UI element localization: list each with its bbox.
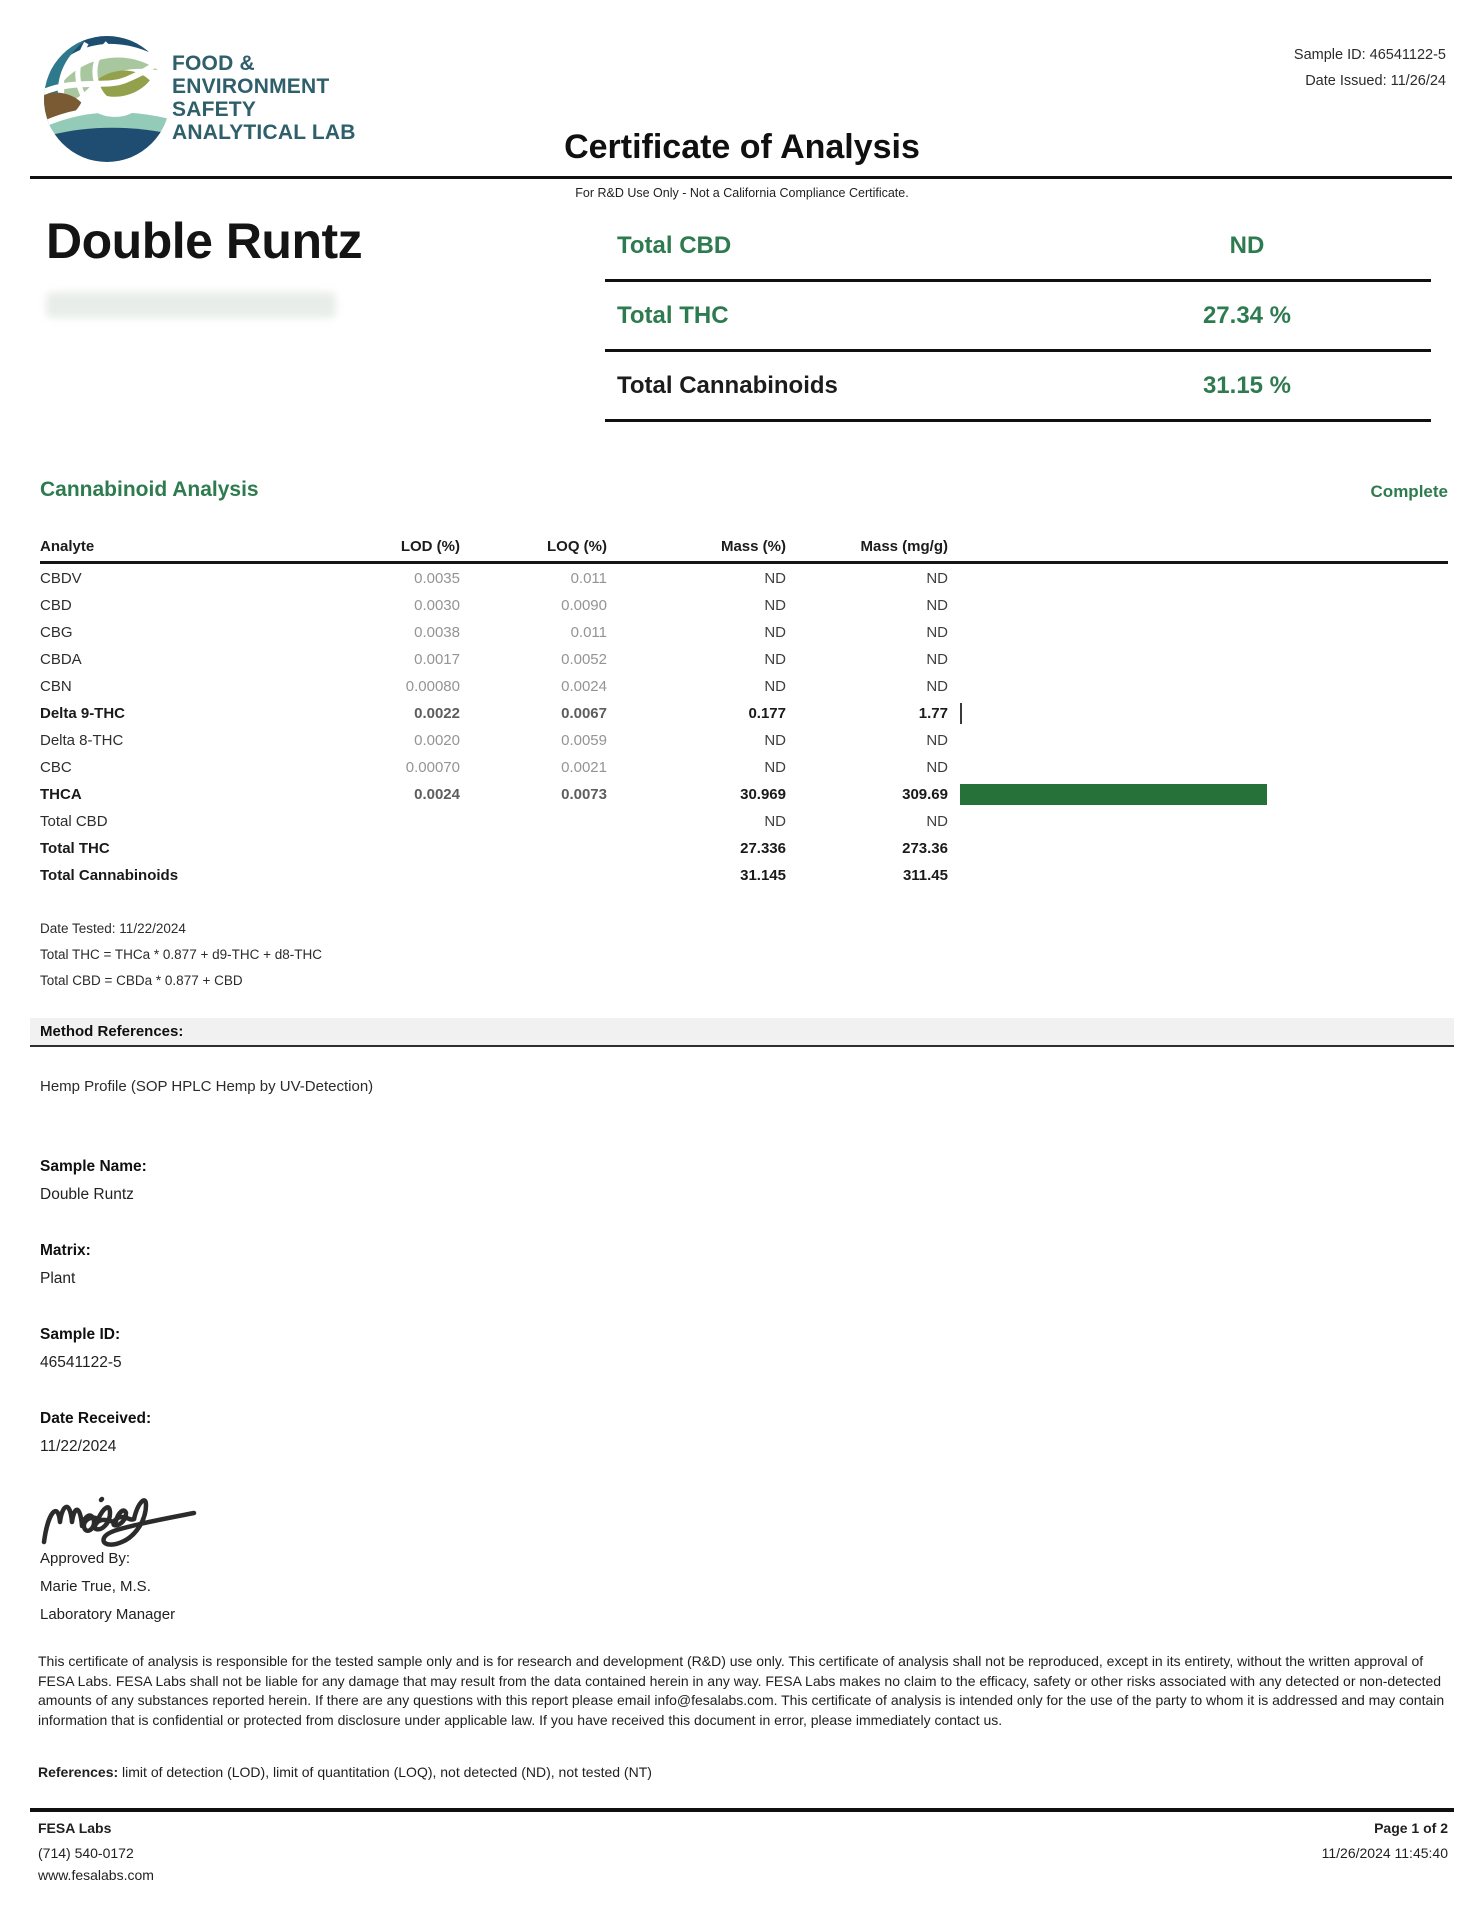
disclaimer-text: This certificate of analysis is responsible for the tested sample only and is for research and development (R&D) use only. This certificate of analysis shall not be reproduced, except in its entirety, without the written approval of FESA Labs. FESA Labs shall not be liable for any damage that may result from the data contained herein in any way. FESA Labs makes no claim to the efficacy, safety or other risks associated with any detected or non-detected amounts of any substances reported herein. If there are any questions with this report please email info@fesalabs.com. This certificate of analysis is intended only for the use of the party to whom it is addressed and may contain information that is confidential or protected from disclosure under applicable law. If you have received this document in error, please immediately contact us. bbox=[38, 1653, 1445, 1728]
mass-bar-cell bbox=[948, 781, 1448, 808]
analyte-name: Total CBD bbox=[40, 813, 108, 830]
mass-pct-value: 0.177 bbox=[748, 705, 786, 722]
sample-info-block bbox=[40, 1326, 122, 1372]
date-issued-header: Date Issued: 11/26/24 bbox=[1305, 73, 1446, 89]
lab-name-line: ENVIRONMENT bbox=[172, 75, 330, 98]
mass-pct-value: ND bbox=[764, 624, 786, 641]
table-row bbox=[40, 592, 1448, 619]
analysis-note: Total CBD = CBDa * 0.877 + CBD bbox=[40, 973, 243, 988]
sample-info-value: 46541122-5 bbox=[40, 1354, 122, 1371]
mass-mgg-value: ND bbox=[926, 678, 948, 695]
footer-divider bbox=[30, 1808, 1454, 1812]
mass-bar-cell bbox=[948, 862, 1448, 889]
mass-mgg-value: 311.45 bbox=[902, 867, 948, 884]
page-title: Certificate of Analysis bbox=[564, 128, 920, 166]
sample-info-value: Double Runtz bbox=[40, 1186, 134, 1203]
loq-value: 0.0024 bbox=[561, 678, 607, 695]
cannabinoid-table bbox=[40, 534, 1448, 889]
mass-mgg-value: ND bbox=[926, 732, 948, 749]
header-divider bbox=[30, 176, 1452, 179]
mass-bar bbox=[960, 703, 962, 724]
table-row bbox=[40, 835, 1448, 862]
mass-bar-cell bbox=[948, 592, 1448, 619]
mass-pct-value: 31.145 bbox=[740, 867, 786, 884]
table-row bbox=[40, 862, 1448, 889]
summary-row bbox=[605, 352, 1431, 422]
column-header: LOD (%) bbox=[400, 537, 460, 555]
analyte-name: Total THC bbox=[40, 840, 110, 857]
sample-id-header: Sample ID: 46541122-5 bbox=[1293, 47, 1446, 63]
loq-value: 0.0021 bbox=[561, 759, 607, 776]
mass-mgg-value: 273.36 bbox=[902, 840, 948, 857]
analysis-notes bbox=[40, 916, 322, 994]
footer-right bbox=[1322, 1820, 1448, 1861]
column-header: Mass (%) bbox=[720, 537, 786, 555]
mass-bar-cell bbox=[948, 727, 1448, 754]
lod-value: 0.0024 bbox=[414, 786, 460, 803]
summary-value: 27.34 % bbox=[1202, 301, 1292, 329]
sample-info-value: Plant bbox=[40, 1270, 76, 1287]
analyte-name: Total Cannabinoids bbox=[40, 867, 179, 884]
analyte-name: CBG bbox=[40, 624, 73, 641]
mass-mgg-value: ND bbox=[926, 759, 948, 776]
mass-pct-value: ND bbox=[764, 732, 786, 749]
summary-label: Total CBD bbox=[617, 231, 732, 259]
loq-value: 0.0052 bbox=[561, 651, 607, 668]
lab-name-line: ANALYTICAL LAB bbox=[172, 121, 356, 144]
sample-info-block bbox=[40, 1410, 151, 1456]
loq-value: 0.0073 bbox=[561, 786, 607, 803]
mass-bar-cell bbox=[948, 808, 1448, 835]
lab-name-line: FOOD & bbox=[172, 52, 255, 75]
footer-timestamp: 11/26/2024 11:45:40 bbox=[1321, 1845, 1448, 1861]
footer-phone: (714) 540-0172 bbox=[38, 1845, 134, 1861]
section-status-badge: Complete bbox=[1370, 482, 1448, 501]
page-subtitle: For R&D Use Only - Not a California Compliance Certificate. bbox=[575, 186, 909, 200]
analyte-name: CBDA bbox=[40, 651, 82, 668]
mass-bar-cell bbox=[948, 619, 1448, 646]
summary-value: ND bbox=[1229, 231, 1265, 259]
table-header-divider bbox=[40, 561, 1448, 564]
sample-info-label: Sample Name: bbox=[40, 1158, 147, 1175]
mass-pct-value: 30.969 bbox=[740, 786, 786, 803]
approver-title: Laboratory Manager bbox=[40, 1606, 176, 1623]
analyte-name: CBN bbox=[40, 678, 72, 695]
table-row bbox=[40, 781, 1448, 808]
lab-name-line: SAFETY bbox=[172, 98, 257, 121]
analysis-note: Date Tested: 11/22/2024 bbox=[40, 921, 186, 936]
sample-info-value: 11/22/2024 bbox=[40, 1438, 117, 1455]
summary-row bbox=[605, 282, 1431, 352]
lod-value: 0.0017 bbox=[414, 651, 460, 668]
sample-info-label: Date Received: bbox=[40, 1410, 152, 1427]
section-title-cannabinoid-analysis: Cannabinoid Analysis bbox=[40, 478, 259, 501]
table-row bbox=[40, 673, 1448, 700]
analyte-name: CBC bbox=[40, 759, 72, 776]
mass-mgg-value: ND bbox=[926, 813, 948, 830]
references-label: References: bbox=[38, 1764, 119, 1780]
column-header: Analyte bbox=[40, 537, 95, 555]
totals-summary bbox=[605, 212, 1431, 422]
sample-info-label: Sample ID: bbox=[40, 1326, 121, 1343]
mass-pct-value: ND bbox=[764, 597, 786, 614]
header-meta bbox=[1294, 42, 1446, 94]
table-header-row bbox=[40, 534, 1448, 558]
method-reference-value: Hemp Profile (SOP HPLC Hemp by UV-Detection) bbox=[40, 1078, 374, 1095]
analyte-name: THCA bbox=[40, 786, 82, 803]
references-text: limit of detection (LOD), limit of quantitation (LOQ), not detected (ND), not tested (NT) bbox=[118, 1764, 652, 1780]
mass-pct-value: ND bbox=[764, 759, 786, 776]
footer-left bbox=[38, 1820, 154, 1889]
loq-value: 0.011 bbox=[570, 624, 607, 641]
lod-value: 0.0038 bbox=[414, 624, 460, 641]
lod-value: 0.0020 bbox=[414, 732, 460, 749]
mass-bar-cell bbox=[948, 754, 1448, 781]
lod-value: 0.0035 bbox=[414, 570, 460, 587]
column-header: LOQ (%) bbox=[547, 537, 607, 555]
lod-value: 0.0030 bbox=[414, 597, 460, 614]
method-references-band bbox=[30, 1018, 1454, 1047]
mass-mgg-value: ND bbox=[926, 570, 948, 587]
loq-value: 0.0059 bbox=[561, 732, 607, 749]
approved-by-label: Approved By: bbox=[40, 1550, 131, 1567]
mass-pct-value: ND bbox=[764, 570, 786, 587]
footer-website: www.fesalabs.com bbox=[38, 1867, 154, 1883]
sample-info-block bbox=[40, 1242, 91, 1288]
footer-page-number: Page 1 of 2 bbox=[1374, 1820, 1448, 1836]
mass-mgg-value: 309.69 bbox=[902, 786, 948, 803]
table-row bbox=[40, 754, 1448, 781]
mass-pct-value: ND bbox=[764, 813, 786, 830]
summary-label: Total Cannabinoids bbox=[617, 371, 838, 399]
sample-info-block bbox=[40, 1158, 147, 1204]
footer-company: FESA Labs bbox=[38, 1820, 112, 1836]
table-row bbox=[40, 700, 1448, 727]
lod-value: 0.00080 bbox=[405, 678, 460, 695]
loq-value: 0.0090 bbox=[561, 597, 607, 614]
mass-mgg-value: ND bbox=[926, 624, 948, 641]
table-row bbox=[40, 619, 1448, 646]
redacted-text bbox=[46, 292, 336, 318]
summary-value: 31.15 % bbox=[1202, 371, 1292, 399]
mass-mgg-value: ND bbox=[926, 651, 948, 668]
loq-value: 0.0067 bbox=[561, 705, 607, 722]
method-references-heading: Method References: bbox=[40, 1023, 184, 1040]
loq-value: 0.011 bbox=[570, 570, 607, 587]
mass-bar-cell bbox=[948, 835, 1448, 862]
table-row bbox=[40, 565, 1448, 592]
lod-value: 0.00070 bbox=[405, 759, 460, 776]
analyte-name: Delta 8-THC bbox=[40, 732, 124, 749]
references-line bbox=[38, 1764, 1450, 1780]
mass-bar bbox=[960, 784, 1267, 805]
analyte-name: Delta 9-THC bbox=[40, 705, 126, 722]
table-body bbox=[40, 565, 1448, 889]
table-row bbox=[40, 646, 1448, 673]
column-header: Mass (mg/g) bbox=[860, 537, 948, 555]
mass-mgg-value: ND bbox=[926, 597, 948, 614]
mass-pct-value: 27.336 bbox=[740, 840, 786, 857]
product-name: Double Runtz bbox=[46, 213, 363, 269]
mass-bar-cell bbox=[948, 673, 1448, 700]
analyte-name: CBDV bbox=[40, 570, 82, 587]
mass-pct-value: ND bbox=[764, 678, 786, 695]
mass-pct-value: ND bbox=[764, 651, 786, 668]
mass-bar-cell bbox=[948, 565, 1448, 592]
mass-bar-cell bbox=[948, 646, 1448, 673]
sample-info-label: Matrix: bbox=[40, 1242, 91, 1259]
approver-name: Marie True, M.S. bbox=[40, 1578, 151, 1595]
analyte-name: CBD bbox=[40, 597, 72, 614]
summary-label: Total THC bbox=[617, 301, 729, 329]
table-row bbox=[40, 727, 1448, 754]
lod-value: 0.0022 bbox=[414, 705, 460, 722]
summary-row bbox=[605, 212, 1431, 282]
table-row bbox=[40, 808, 1448, 835]
mass-bar-cell bbox=[948, 700, 1448, 727]
analysis-note: Total THC = THCa * 0.877 + d9-THC + d8-THC bbox=[40, 947, 322, 962]
mass-mgg-value: 1.77 bbox=[918, 705, 948, 722]
